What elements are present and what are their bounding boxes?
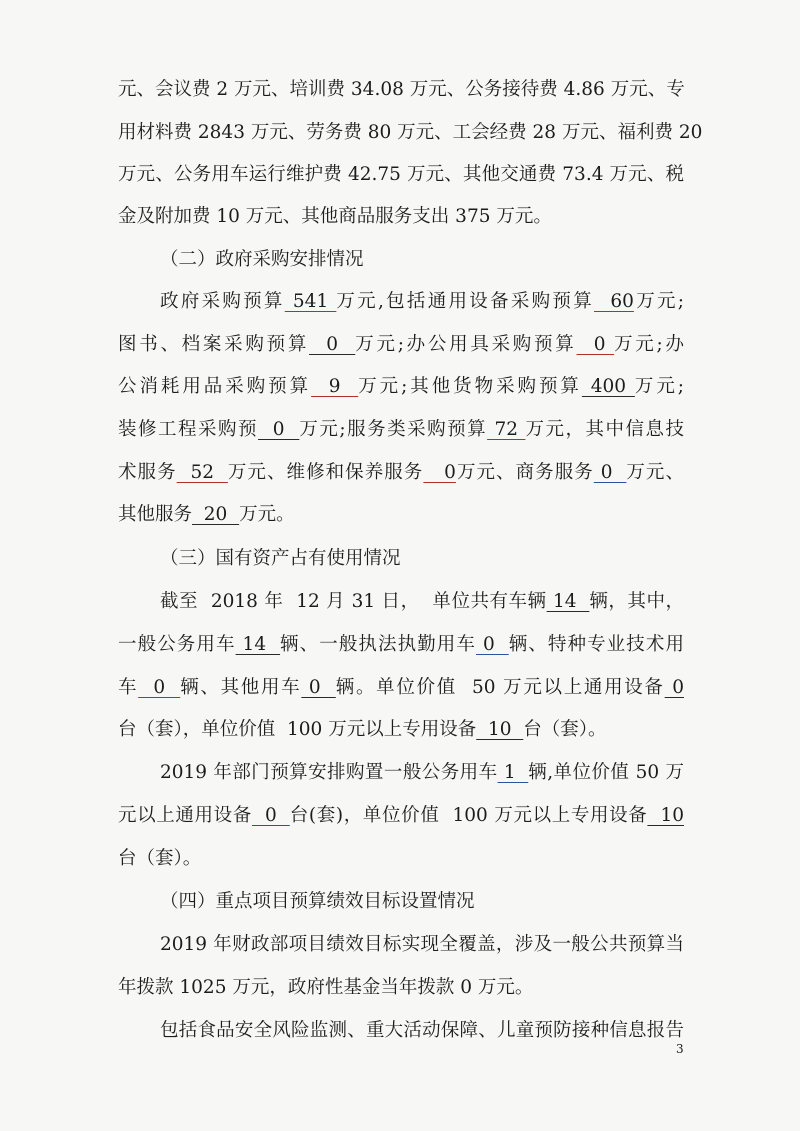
filled-blank: 20 xyxy=(192,504,240,525)
text-line xyxy=(118,333,684,357)
section-heading-2: （二）政府采购安排情况 xyxy=(160,249,364,270)
text-segment: 万元; xyxy=(634,376,685,397)
filled-blank: 400 xyxy=(581,376,635,397)
text-segment: 台（套）。 xyxy=(523,719,607,740)
text-segment: 辆,单位价值 50 万 xyxy=(528,762,684,783)
text-segment: 装修工程采购预 xyxy=(118,419,259,440)
text-segment: 万元。 xyxy=(239,504,295,525)
filled-blank: 14 xyxy=(546,591,590,612)
filled-blank: 0 xyxy=(309,334,356,355)
text-line xyxy=(118,503,684,527)
text-segment: 万元;服务类采购预算 xyxy=(299,419,488,440)
text-line xyxy=(118,633,684,657)
text-segment: 辆。单位价值 50 万元以上通用设备 xyxy=(335,677,665,698)
filled-blank: 0 xyxy=(251,805,290,826)
text-line xyxy=(118,676,684,700)
section-heading-3: （三）国有资产占有使用情况 xyxy=(160,548,401,569)
filled-blank: 72 xyxy=(487,419,526,440)
text-segment: 图书、档案采购预算 xyxy=(118,334,310,355)
text-line: 万元、公务用车运行维护费 42.75 万元、其他交通费 73.4 万元、税 xyxy=(118,164,684,185)
text-segment: 辆，其中， xyxy=(589,591,684,612)
filled-blank: 0 xyxy=(258,419,300,440)
text-segment: 车 xyxy=(118,677,139,698)
filled-blank: 10 xyxy=(647,805,684,826)
text-line: 金及附加费 10 万元、其他商品服务支出 375 万元。 xyxy=(118,206,552,227)
text-line xyxy=(118,375,684,399)
filled-blank: 14 xyxy=(235,634,281,655)
text-segment: 一般公务用车 xyxy=(118,634,236,655)
text-segment: 万元;办公用具采购预算 xyxy=(355,334,577,355)
text-line xyxy=(118,418,684,442)
text-segment: 台（套），单位价值 100 万元以上专用设备 xyxy=(118,719,477,740)
text-line: 2019 年财政部项目绩效目标实现全覆盖，涉及一般公共预算当 xyxy=(160,934,684,955)
text-line: 台（套）。 xyxy=(118,848,202,869)
text-segment: 辆、其他用车 xyxy=(180,677,302,698)
text-segment: 辆、一般执法执勤用车 xyxy=(280,634,476,655)
section-heading-4: （四）重点项目预算绩效目标设置情况 xyxy=(160,891,475,912)
filled-blank: 9 xyxy=(311,376,359,397)
text-line xyxy=(118,461,684,485)
text-line xyxy=(160,290,684,314)
filled-blank: 52 xyxy=(176,462,228,483)
text-segment: 万元,包括通用设备采购预算 xyxy=(336,291,595,312)
text-segment: 其他服务 xyxy=(118,504,193,525)
filled-blank: 10 xyxy=(476,719,524,740)
filled-blank: 0 xyxy=(301,677,336,698)
text-segment: 台(套)，单位价值 100 万元以上专用设备 xyxy=(289,805,648,826)
text-segment: 政府采购预算 xyxy=(160,291,285,312)
text-line xyxy=(118,804,684,828)
text-line: 元、会议费 2 万元、培训费 34.08 万元、公务接待费 4.86 万元、专 xyxy=(118,79,685,100)
filled-blank: 0 xyxy=(664,677,684,698)
filled-blank: 541 xyxy=(284,291,337,312)
text-segment: 万元;办 xyxy=(614,334,684,355)
filled-blank: 60 xyxy=(594,291,634,312)
text-segment: 万元;其他货物采购预算 xyxy=(358,376,582,397)
text-segment: 万元; xyxy=(633,291,685,312)
filled-blank: 1 xyxy=(497,762,529,783)
text-segment: 万元，其中信息技 xyxy=(525,419,684,440)
filled-blank: 0 xyxy=(423,462,456,483)
text-segment: 公消耗用品采购预算 xyxy=(118,376,312,397)
text-line: 用材料费 2843 万元、劳务费 80 万元、工会经费 28 万元、福利费 20 xyxy=(118,122,703,143)
text-line: 年拨款 1025 万元，政府性基金当年拨款 0 万元。 xyxy=(118,977,534,998)
text-line xyxy=(160,590,684,614)
text-segment: 截至 2018 年 12 月 31 日， 单位共有车辆 xyxy=(160,591,547,612)
text-segment: 万元、商务服务 xyxy=(455,462,594,483)
text-segment: 辆、特种专业技术用 xyxy=(508,634,684,655)
text-line xyxy=(160,761,684,785)
page-number: 3 xyxy=(676,1042,684,1056)
text-line xyxy=(118,718,684,742)
text-segment: 2019 年部门预算安排购置一般公务用车 xyxy=(160,762,498,783)
filled-blank: 0 xyxy=(576,334,615,355)
text-segment: 术服务 xyxy=(118,462,177,483)
text-segment: 元以上通用设备 xyxy=(118,805,252,826)
filled-blank: 0 xyxy=(476,634,509,655)
text-segment: 万元、 xyxy=(626,462,684,483)
text-line: 包括食品安全风险监测、重大活动保障、儿童预防接种信息报告 xyxy=(160,1020,684,1041)
filled-blank: 0 xyxy=(138,677,181,698)
text-segment: 万元、维修和保养服务 xyxy=(227,462,424,483)
filled-blank: 0 xyxy=(593,462,627,483)
